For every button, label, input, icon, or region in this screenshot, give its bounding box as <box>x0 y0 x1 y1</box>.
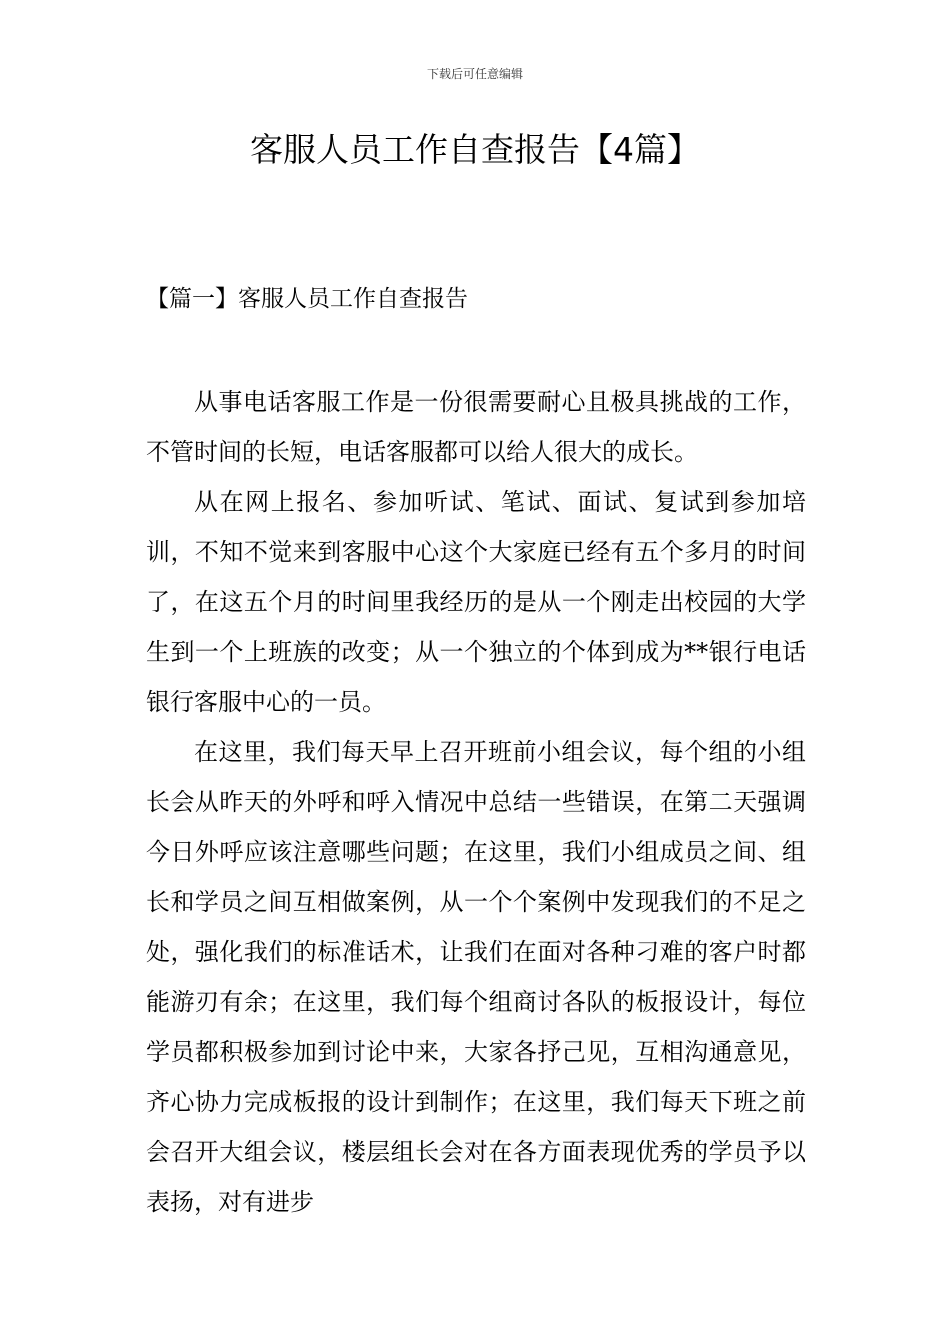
section-heading: 【篇一】客服人员工作自查报告 <box>146 286 468 312</box>
header-note: 下载后可任意编辑 <box>426 67 523 81</box>
paragraph-1: 从事电话客服工作是一份很需要耐心且极具挑战的工作，不管时间的长短，电话客服都可以给人很大的成长。 <box>146 388 806 466</box>
paragraph-3: 在这里，我们每天早上召开班前小组会议，每个组的小组长会从昨天的外呼和呼入情况中总结一些错误，在第二天强调今日外呼应该注意哪些问题；在这里，我们小组成员之间、组长和学员之间互相做案例，从一个个案例中发现我们的不足之处，强化我们的标准话术，让我们在面对各种刁难的客户时都能游刃有余；在这里，我们每个组商讨各队的板报设计，每位学员都积极参加到讨论中来，大家各抒己见，互相沟通意见，齐心协力完成板报的设计到制作；在这里，我们每天下班之前会召开大组会议，楼层组长会对在各方面表现优秀的学员予以表扬，对有进步 <box>146 738 806 1216</box>
document-body <box>146 377 806 1227</box>
paragraph-2: 从在网上报名、参加听试、笔试、面试、复试到参加培训，不知不觉来到客服中心这个大家庭已经有五个多月的时间了，在这五个月的时间里我经历的是从一个刚走出校园的大学生到一个上班族的改变；从一个独立的个体到成为**银行电话银行客服中心的一员。 <box>146 488 806 716</box>
document-title: 客服人员工作自查报告【4篇】 <box>250 130 700 169</box>
